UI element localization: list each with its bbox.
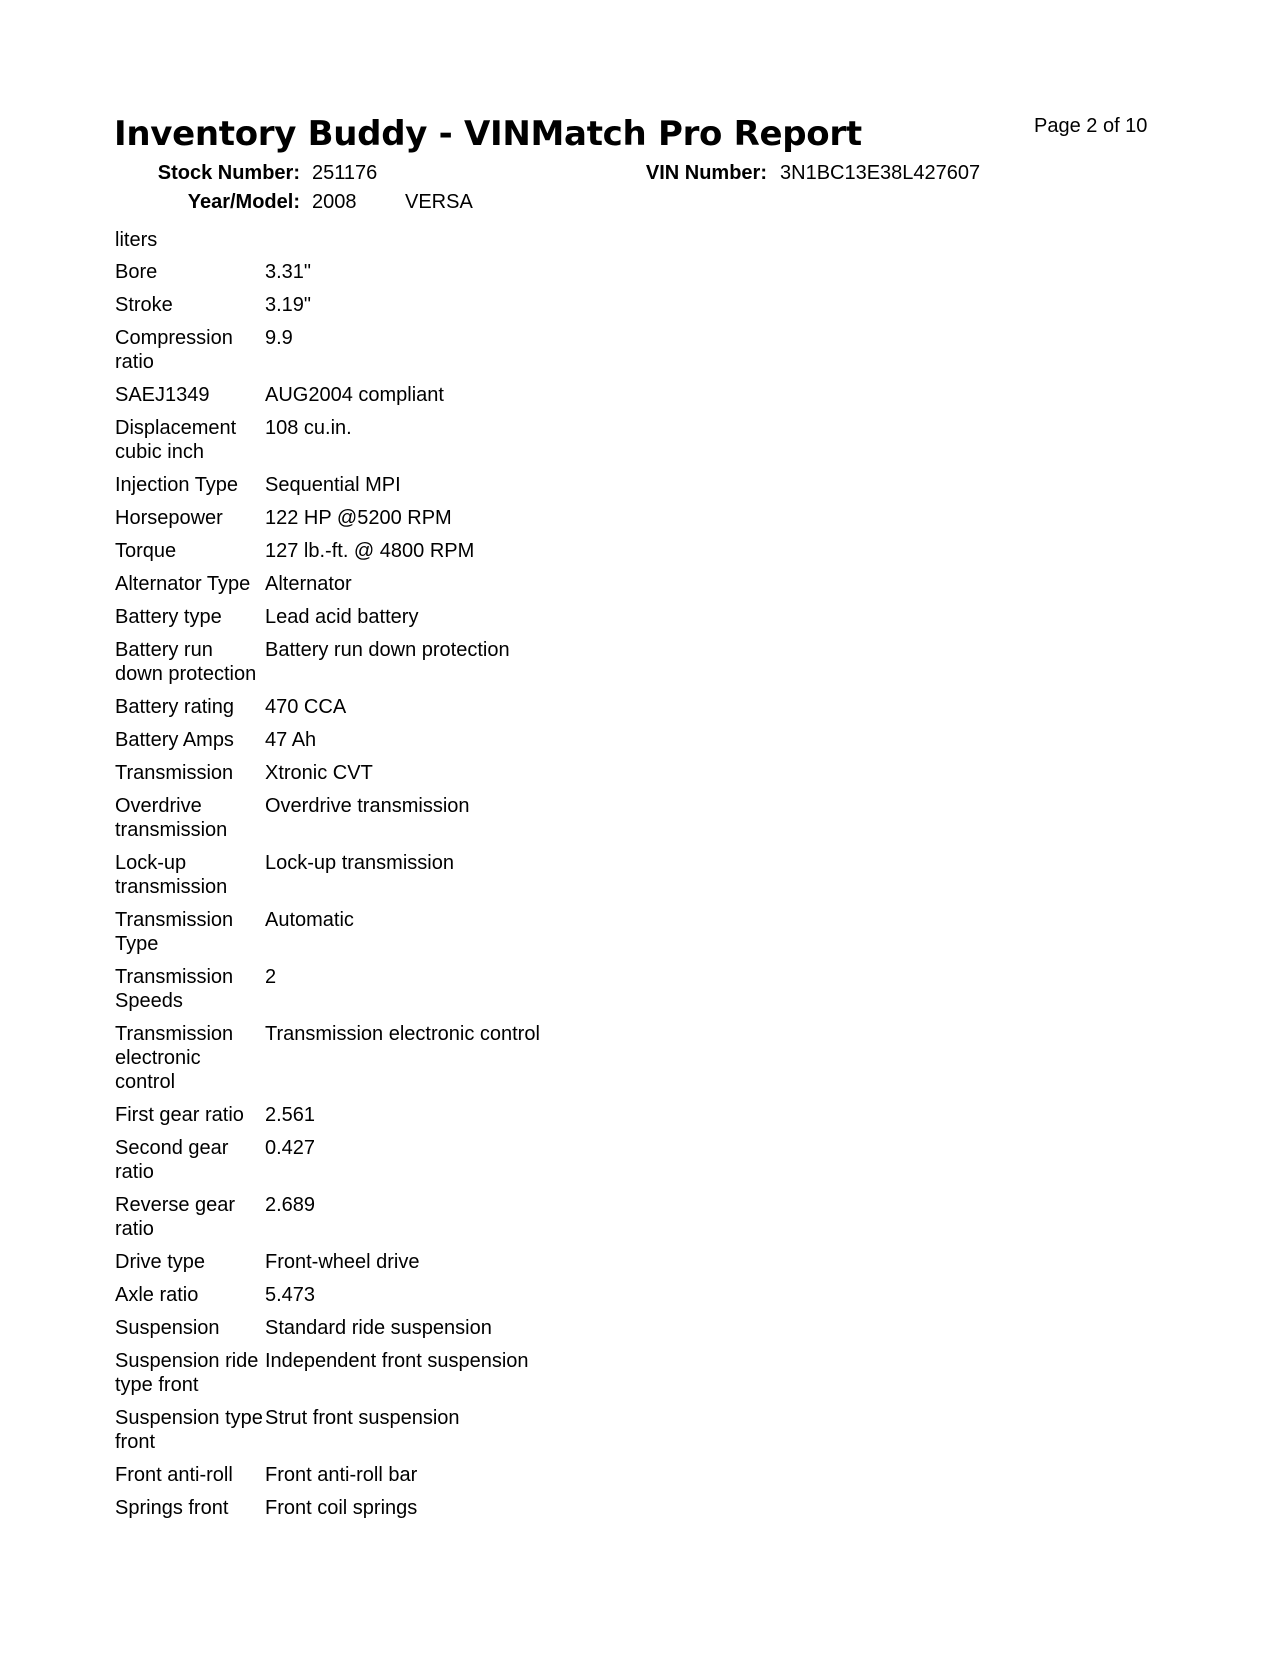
spec-row xyxy=(115,1402,1015,1459)
spec-row xyxy=(115,961,1015,1018)
spec-label: Displacement cubic inch xyxy=(115,417,237,463)
spec-label: Overdrive transmission xyxy=(115,795,228,841)
spec-label: Injection Type xyxy=(115,474,239,496)
spec-label: Bore xyxy=(115,261,158,283)
spec-value: 2.561 xyxy=(265,1104,316,1126)
spec-row xyxy=(115,1459,1015,1492)
vin-number-value: 3N1BC13E38L427607 xyxy=(780,162,981,184)
spec-label: Springs front xyxy=(115,1497,229,1519)
spec-row xyxy=(115,724,1015,757)
vin-number-label: VIN Number: xyxy=(645,162,767,184)
spec-row xyxy=(115,1189,1015,1246)
spec-value: 0.427 xyxy=(265,1137,316,1159)
spec-row xyxy=(115,502,1015,535)
spec-row xyxy=(115,601,1015,634)
spec-label: SAEJ1349 xyxy=(115,384,210,406)
spec-row xyxy=(115,1312,1015,1345)
spec-value: 3.31" xyxy=(265,261,312,283)
spec-label: Transmission electronic control xyxy=(115,1023,234,1093)
spec-row xyxy=(115,379,1015,412)
spec-row xyxy=(115,691,1015,724)
spec-row xyxy=(115,1132,1015,1189)
spec-row xyxy=(115,634,1015,691)
spec-label: Lock-up transmission xyxy=(115,852,228,898)
spec-value: Alternator xyxy=(265,573,352,595)
spec-value: 9.9 xyxy=(265,327,293,349)
year-model-label: Year/Model: xyxy=(187,191,300,213)
spec-value: Overdrive transmission xyxy=(265,795,470,817)
spec-row xyxy=(115,1492,1015,1525)
year-value: 2008 xyxy=(312,191,357,213)
spec-value: Standard ride suspension xyxy=(265,1317,492,1339)
spec-value: 5.473 xyxy=(265,1284,316,1306)
spec-value: 3.19" xyxy=(265,294,312,316)
spec-row xyxy=(115,1246,1015,1279)
spec-value: 127 lb.-ft. @ 4800 RPM xyxy=(265,540,475,562)
spec-value: 108 cu.in. xyxy=(265,417,352,439)
spec-row xyxy=(115,256,1015,289)
spec-label: Transmission Speeds xyxy=(115,966,234,1012)
spec-value: Transmission electronic control xyxy=(265,1023,540,1045)
spec-value: Strut front suspension xyxy=(265,1407,460,1429)
spec-label: Horsepower xyxy=(115,507,223,529)
spec-value: Sequential MPI xyxy=(265,474,401,496)
spec-value: Lock-up transmission xyxy=(265,852,454,874)
spec-row xyxy=(115,1099,1015,1132)
spec-label: Transmission xyxy=(115,762,234,784)
spec-label: Alternator Type xyxy=(115,573,251,595)
spec-value: 2.689 xyxy=(265,1194,316,1216)
spec-row xyxy=(115,412,1015,469)
spec-label: Battery run down protection xyxy=(115,639,257,685)
continued-text: liters xyxy=(115,229,158,251)
spec-label: Axle ratio xyxy=(115,1284,199,1306)
spec-label: Battery type xyxy=(115,606,222,628)
spec-value: Lead acid battery xyxy=(265,606,419,628)
spec-label: Battery rating xyxy=(115,696,234,718)
spec-table xyxy=(115,256,1015,1525)
spec-value: Battery run down protection xyxy=(265,639,510,661)
spec-label: Battery Amps xyxy=(115,729,234,751)
spec-value: Front-wheel drive xyxy=(265,1251,420,1273)
spec-value: 47 Ah xyxy=(265,729,317,751)
spec-row xyxy=(115,568,1015,601)
spec-row xyxy=(115,1345,1015,1402)
spec-label: Suspension type front xyxy=(115,1407,263,1453)
spec-label: Second gear ratio xyxy=(115,1137,229,1183)
spec-row xyxy=(115,1279,1015,1312)
stock-number-label: Stock Number: xyxy=(157,162,300,184)
spec-value: Automatic xyxy=(265,909,354,931)
spec-value: Xtronic CVT xyxy=(265,762,373,784)
spec-row xyxy=(115,904,1015,961)
spec-row xyxy=(115,1018,1015,1099)
spec-row xyxy=(115,847,1015,904)
spec-label: Suspension ride type front xyxy=(115,1350,259,1396)
page-indicator: Page 2 of 10 xyxy=(1034,115,1148,137)
spec-label: Torque xyxy=(115,540,177,562)
spec-row xyxy=(115,469,1015,502)
spec-value: 2 xyxy=(265,966,277,988)
spec-row xyxy=(115,322,1015,379)
spec-row xyxy=(115,757,1015,790)
spec-value: AUG2004 compliant xyxy=(265,384,444,406)
spec-label: Suspension xyxy=(115,1317,220,1339)
spec-value: 470 CCA xyxy=(265,696,347,718)
model-value: VERSA xyxy=(405,191,473,213)
stock-number-value: 251176 xyxy=(312,162,378,184)
spec-label: Front anti-roll xyxy=(115,1464,233,1486)
spec-value: 122 HP @5200 RPM xyxy=(265,507,452,529)
report-title: Inventory Buddy - VINMatch Pro Report xyxy=(114,114,862,154)
spec-label: Transmission Type xyxy=(115,909,234,955)
spec-label: Drive type xyxy=(115,1251,206,1273)
spec-row xyxy=(115,289,1015,322)
spec-label: Reverse gear ratio xyxy=(115,1194,236,1240)
spec-value: Front coil springs xyxy=(265,1497,418,1519)
spec-label: Stroke xyxy=(115,294,173,316)
spec-row xyxy=(115,790,1015,847)
spec-label: First gear ratio xyxy=(115,1104,244,1126)
spec-value: Front anti-roll bar xyxy=(265,1464,418,1486)
spec-row xyxy=(115,535,1015,568)
spec-value: Independent front suspension xyxy=(265,1350,529,1372)
spec-label: Compression ratio xyxy=(115,327,233,373)
